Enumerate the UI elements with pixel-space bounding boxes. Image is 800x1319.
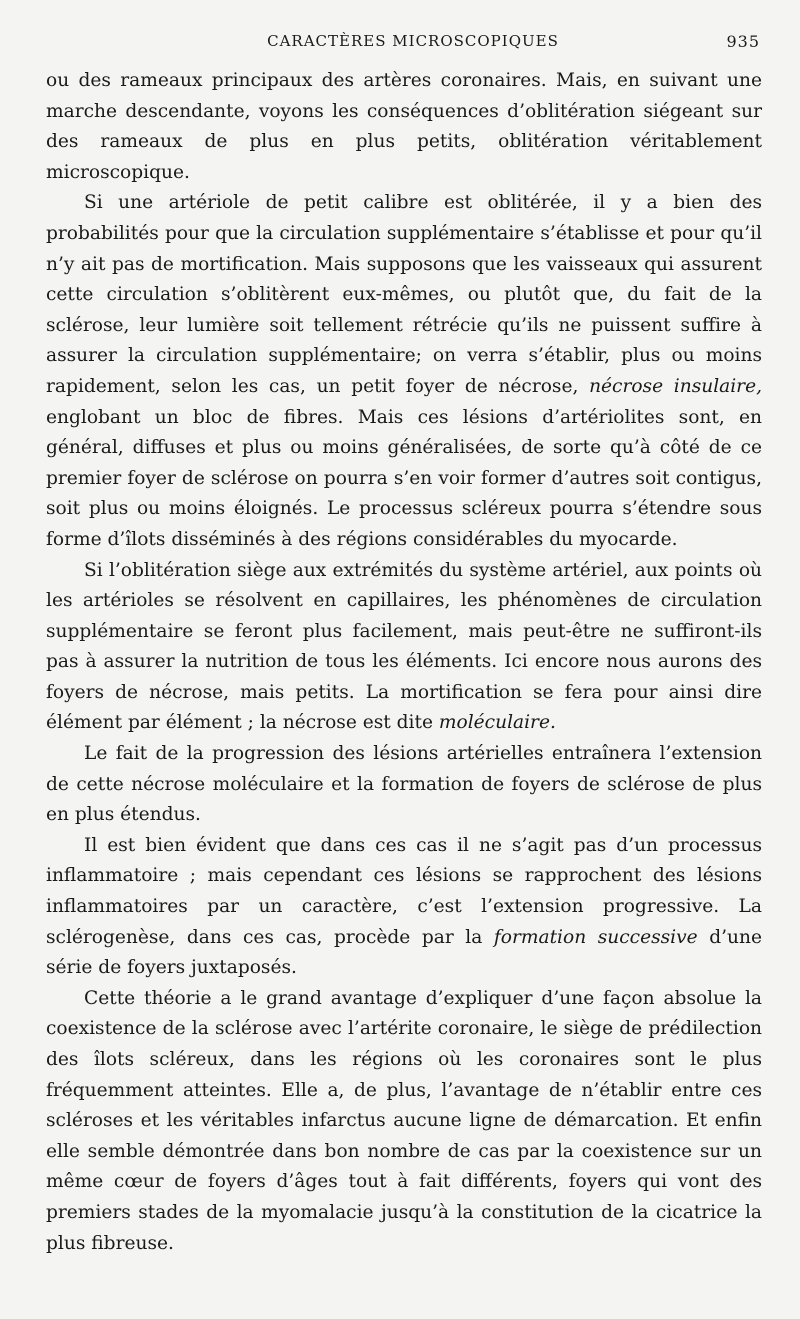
paragraph-text: d’une série de foyers juxtaposés.: [46, 926, 762, 979]
italic-term: formation successive: [493, 926, 698, 948]
paragraph-text: ou des rameaux principaux des artères coronaires. Mais, en suivant une marche descendante, voyons les conséquences d’oblitération siégeant sur des rameaux de plus en plus petits, oblitération véritablement microscopique.: [46, 70, 762, 183]
paragraph-2: [46, 188, 762, 555]
italic-term: nécrose insulaire,: [589, 375, 762, 397]
body-text: [46, 66, 762, 1259]
paragraph-1: [46, 66, 762, 188]
paragraph-text: Si une artériole de petit calibre est oblitérée, il y a bien des probabilités pour que la circulation supplémentaire s’établisse et pour qu’il n’y ait pas de mortification. Mais supposons que les vaisseaux qui assurent cette circulation s’oblitèrent eux-mêmes, ou plutôt que, du fait de la sclérose, leur lumière soit tellement rétrécie qu’ils ne puissent suffire à assurer la circulation supplémentaire; on verra s’établir, plus ou moins rapidement, selon les cas, un petit foyer de nécrose,: [46, 192, 762, 397]
paragraph-text: Le fait de la progression des lésions artérielles entraînera l’extension de cette nécrose moléculaire et la formation de foyers de sclérose de plus en plus étendus.: [46, 743, 762, 826]
paragraph-text: Il est bien évident que dans ces cas il ne s’agit pas d’un processus inflammatoire ; mais cependant ces lésions se rapprochent des lésions inflammatoires par un caractère, c’est l’extension progressive. La sclérogenèse, dans ces cas, procède par la: [46, 834, 762, 948]
paragraph-text: Cette théorie a le grand avantage d’expliquer d’une façon absolue la coexistence de la sclérose avec l’artérite coronaire, le siège de prédilection des îlots scléreux, dans les régions où les coronaires sont le plus fréquemment atteintes. Elle a, de plus, l’avantage de n’établir entre ces scléroses et les véritables infarctus aucune ligne de démarcation. Et enfin elle semble démontrée dans bon nombre de cas par la coexistence sur un même cœur de foyers d’âges tout à fait différents, foyers qui vont des premiers stades de la myomalacie jusqu’à la constitution de la cicatrice la plus fibreuse.: [46, 987, 762, 1254]
paragraph-6: [46, 984, 762, 1259]
paragraph-3: [46, 556, 762, 740]
paragraph-4: [46, 739, 762, 831]
running-title: CARACTÈRES MICROSCOPIQUES: [267, 32, 559, 50]
page-number: 935: [726, 32, 760, 51]
paragraph-text: englobant un bloc de fibres. Mais ces lésions d’artériolites sont, en général, diffuses et plus ou moins généralisées, de sorte qu’à côté de ce premier foyer de sclérose on pourra s’en voir former d’autres soit contigus, soit plus ou moins éloignés. Le processus scléreux pourra s’étendre sous forme d’îlots disséminés à des régions considérables du myocarde.: [46, 406, 762, 550]
italic-term: moléculaire.: [438, 712, 556, 734]
paragraph-5: [46, 831, 762, 984]
running-header: [46, 26, 762, 66]
paragraph-text: Si l’oblitération siège aux extrémités du système artériel, aux points où les artérioles se résolvent en capillaires, les phénomènes de circulation supplémentaire se feront plus facilement, mais peut-être ne suffiront-ils pas à assurer la nutrition de tous les éléments. Ici encore nous aurons des foyers de nécrose, mais petits. La mortification se fera pour ainsi dire élément par élément ; la nécrose est dite: [46, 559, 762, 734]
